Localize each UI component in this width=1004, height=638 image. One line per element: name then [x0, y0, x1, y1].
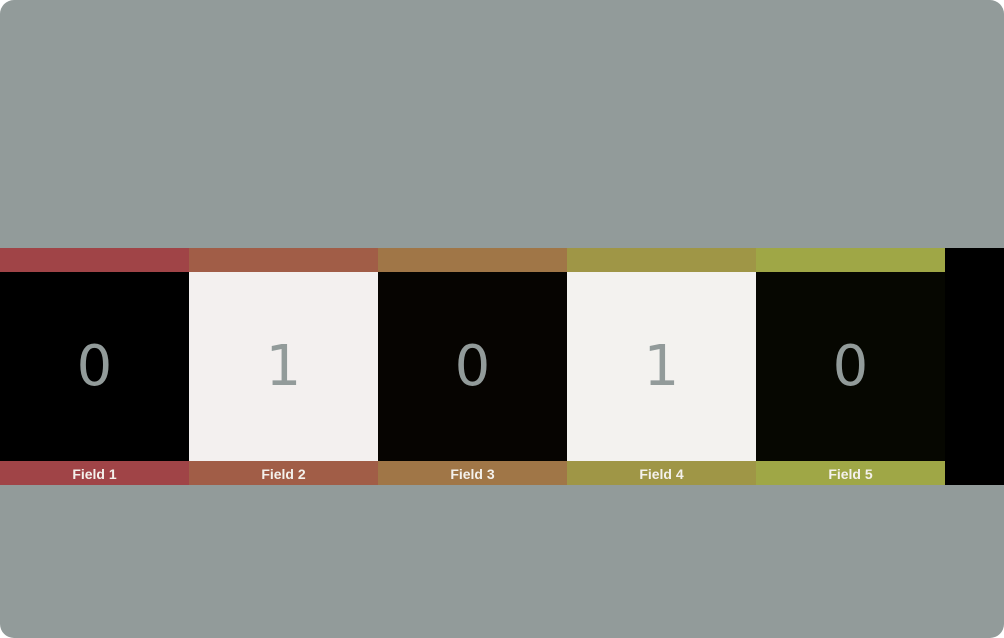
field-2-bit-cell: 1: [189, 272, 378, 461]
field-5-bit-cell: 0: [756, 272, 945, 461]
field-3: [378, 248, 567, 485]
field-5: [756, 248, 945, 485]
field-3-top-band: [378, 248, 567, 272]
field-4-top-band: [567, 248, 756, 272]
field-1-bit-cell: 0: [0, 272, 189, 461]
field-1-label: Field 1: [0, 461, 189, 485]
field-4: [567, 248, 756, 485]
field-5-top-band: [756, 248, 945, 272]
bit-field-strip: [0, 248, 1004, 485]
field-5-label: Field 5: [756, 461, 945, 485]
field-4-bit-cell: 1: [567, 272, 756, 461]
field-1: [0, 248, 189, 485]
field-3-label: Field 3: [378, 461, 567, 485]
field-4-label: Field 4: [567, 461, 756, 485]
field-2: [189, 248, 378, 485]
field-1-top-band: [0, 248, 189, 272]
field-3-bit-cell: 0: [378, 272, 567, 461]
field-2-top-band: [189, 248, 378, 272]
field-2-label: Field 2: [189, 461, 378, 485]
